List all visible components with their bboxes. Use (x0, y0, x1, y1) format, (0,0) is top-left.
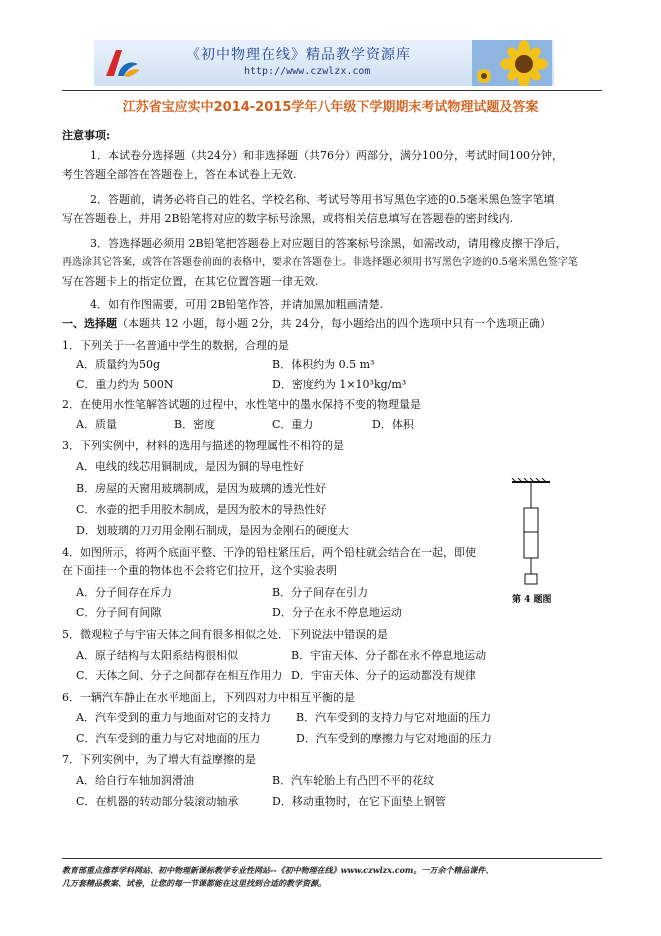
q2-option-a: A．质量 (76, 418, 117, 431)
question-3-stem: 3．下列实例中，材料的选用与描述的物理属性不相符的是 (62, 439, 344, 452)
q1-option-d: D．密度约为 1×10³kg/m³ (272, 378, 407, 391)
header-divider (62, 90, 602, 91)
q7-option-a: A．给自行车轴加润滑油 (76, 774, 194, 787)
q1-option-b: B．体积约为 0.5 m³ (272, 358, 375, 371)
notice-line: 4．如有作图需要，可用 2B铅笔作答，并请加黑加粗画清楚. (90, 298, 384, 311)
question-4-stem: 4．如图所示，将两个底面平整、干净的铅柱紧压后，两个铅柱就会结合在一起，即使 (62, 546, 476, 559)
q6-option-a: A．汽车受到的重力与地面对它的支持力 (76, 711, 271, 724)
footer-line-1: 教育部重点推荐学科网站、初中物理新课标教学专业性网站--《初中物理在线》www.czwlzx.com。一万余个精品课件、 (62, 865, 494, 875)
q3-option-a: A．电线的线芯用铜制成，是因为铜的导电性好 (76, 460, 304, 473)
notice-heading: 注意事项: (62, 129, 111, 142)
q5-option-c: C．天体之间、分子之间都存在相互作用力 (76, 669, 283, 682)
site-logo-icon (102, 46, 142, 80)
notice-line: 1．本试卷分选择题（共24分）和非选择题（共76分）两部分，满分100分，考试时间100分钟， (90, 149, 563, 162)
section-heading (62, 316, 551, 332)
notice-line: 3．答选择题必须用 2B铅笔把答题卷上对应题目的答案标号涂黑，如需改动，请用橡皮擦干净后， (90, 237, 567, 250)
footer-line-2: 几万套精品教案、试卷，让您的每一节课都能在这里找到合适的教学资源。 (62, 878, 326, 888)
q2-option-b: B．密度 (174, 418, 216, 431)
question-4-stem-cont: 在下面挂一个重的物体也不会将它们拉开，这个实验表明 (62, 564, 337, 577)
banner-url[interactable]: http://www.czwlzx.com (244, 66, 371, 77)
header-banner (94, 40, 554, 86)
q4-option-b: B．分子间存在引力 (272, 586, 369, 599)
notice-line: 再选涂其它答案，或答在答题卷前面的表格中，要求在答题卷上。非选择题必须用书写黑色字迹的0.5毫米黑色签字笔 (62, 257, 578, 268)
q2-option-c: C．重力 (272, 418, 314, 431)
q3-option-d: D．划玻璃的刀刃用金刚石制成，是因为金刚石的硬度大 (76, 524, 349, 537)
notice-line: 2．答题前，请务必将自己的姓名、学校名称、考试号等用书写黑色字迹的0.5毫米黑色签字笔填 (90, 193, 555, 206)
q3-option-b: B．房屋的天窗用玻璃制成，是因为玻璃的透光性好 (76, 482, 327, 495)
q7-option-c: C．在机器的转动部分装滚动轴承 (76, 795, 239, 808)
figure-caption: 第 4 题图 (512, 595, 552, 605)
notice-line: 考生答题全部答在答题卷上，答在本试卷上无效. (62, 168, 297, 181)
q4-option-d: D．分子在永不停息地运动 (272, 606, 402, 619)
banner-title: 《初中物理在线》精品教学资源库 (186, 47, 411, 63)
question-2-stem: 2．在使用水性笔解答试题的过程中，水性笔中的墨水保持不变的物理量是 (62, 398, 421, 411)
q5-option-a: A．原子结构与太阳系结构很相似 (76, 649, 238, 662)
footer-divider (62, 858, 602, 859)
section-label: 一、选择题 (62, 317, 117, 330)
q5-option-d: D．宇宙天体、分子的运动都没有规律 (291, 669, 476, 682)
q7-option-b: B．汽车轮胎上有凸凹不平的花纹 (272, 774, 435, 787)
q7-option-d: D．移动重物时，在它下面垫上钢管 (272, 795, 446, 808)
lead-cylinders-figure (508, 478, 554, 598)
q6-option-b: B．汽车受到的支持力与它对地面的压力 (296, 711, 492, 724)
notice-line: 写在答题卷上，并用 2B铅笔将对应的数字标号涂黑，或将相关信息填写在答题卷的密封线内. (62, 212, 514, 225)
q6-option-d: D．汽车受到的摩擦力与它对地面的压力 (296, 732, 492, 745)
question-1-stem: 1．下列关于一名普通中学生的数据，合理的是 (62, 339, 289, 352)
q5-option-b: B．宇宙天体、分子都在永不停息地运动 (291, 649, 487, 662)
document-title: 江苏省宝应实中2014-2015学年八年级下学期期末考试物理试题及答案 (122, 100, 539, 115)
section-description: （本题共 12 小题，每小题 2分，共 24分，每小题给出的四个选项中只有一个选项正确） (117, 317, 551, 330)
q2-option-d: D．体积 (372, 418, 414, 431)
q6-option-c: C．汽车受到的重力与它对地面的压力 (76, 732, 261, 745)
question-5-stem: 5．微观粒子与宇宙天体之间有很多相似之处．下列说法中错误的是 (62, 628, 388, 641)
q4-option-c: C．分子间有间隙 (76, 606, 162, 619)
q3-option-c: C．水壶的把手用胶木制成，是因为胶木的导热性好 (76, 503, 327, 516)
sunflower-image (472, 40, 552, 86)
q1-option-a: A．质量约为50g (76, 358, 160, 371)
notice-line: 写在答题卡上的指定位置，在其它位置答题一律无效. (62, 275, 319, 288)
q1-option-c: C．重力约为 500N (76, 378, 174, 391)
question-6-stem: 6．一辆汽车静止在水平地面上，下列四对力中相互平衡的是 (62, 691, 355, 704)
question-7-stem: 7．下列实例中，为了增大有益摩擦的是 (62, 753, 256, 766)
q4-option-a: A．分子间存在斥力 (76, 586, 172, 599)
